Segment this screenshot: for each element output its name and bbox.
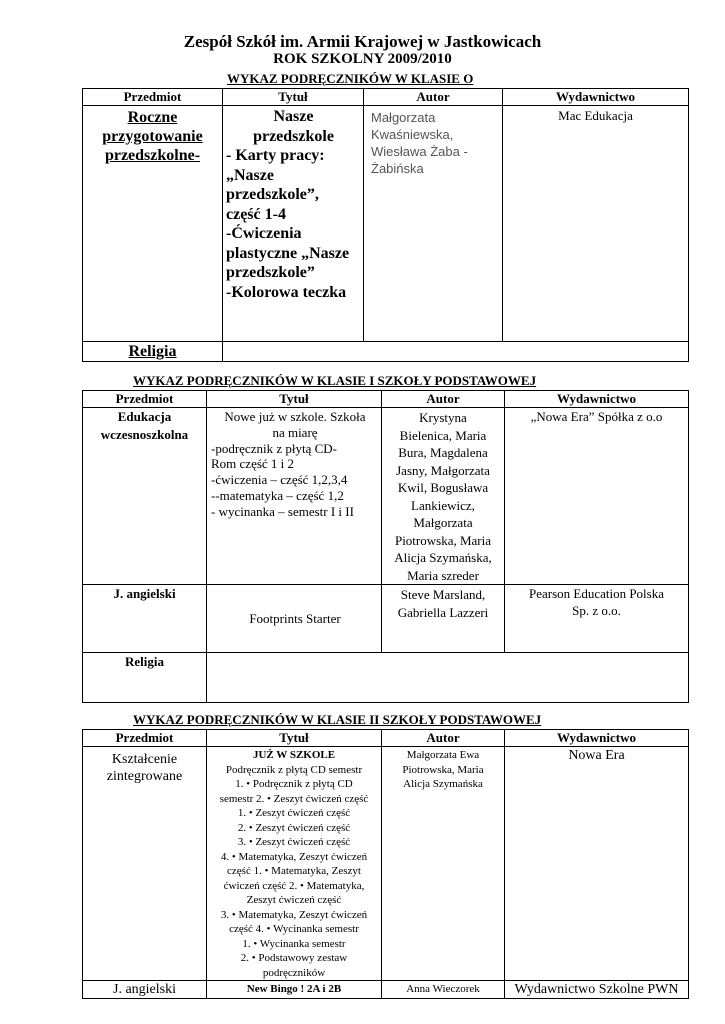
subject-cell: Roczne przygotowanie przedszkolne- [83, 106, 223, 342]
publisher-cell: Pearson Education Polska Sp. z o.o. [505, 585, 689, 653]
col-header-author: Autor [382, 730, 505, 747]
col-header-author: Autor [382, 391, 505, 408]
title-cell: New Bingo ! 2A i 2B [207, 981, 382, 999]
subject-cell: Edukacja wczesnoszkolna [83, 408, 207, 585]
table-row [83, 981, 689, 999]
col-header-author: Autor [364, 89, 503, 106]
section-heading-class-0: WYKAZ PODRĘCZNIKÓW W KLASIE O [227, 71, 474, 86]
title-cell: JUŻ W SZKOLE Podręcznik z płytą CD semestr 1. • Podręcznik z płytą CD semestr 2. • Zeszyt ćwiczeń część 1. • Zeszyt ćwiczeń część 2. • Zeszyt ćwiczeń część 3. • Zeszyt ćwiczeń część 4. • Matematyka, Zeszyt ćwiczeń część 1. • Matematyka, Zeszyt ćwiczeń część 2. • Matematyka, Zeszyt ćwiczeń część 3. • Matematyka, Zeszyt ćwiczeń część 4. • Wycinanka semestr 1. • Wycinanka semestr 2. • Podstawowy zestaw podręczników [207, 747, 382, 981]
col-header-title: Tytuł [223, 89, 364, 106]
subject-cell: J. angielski [83, 585, 207, 653]
school-year: ROK SZKOLNY 2009/2010 [273, 51, 452, 67]
table-row [83, 653, 689, 703]
subject-cell: Kształcenie zintegrowane [83, 747, 207, 981]
col-header-title: Tytuł [207, 391, 382, 408]
publisher-cell: Nowa Era [505, 747, 689, 981]
table-header-row [83, 730, 689, 747]
table-row [83, 106, 689, 342]
title-cell: Footprints Starter [207, 585, 382, 653]
author-cell: Małgorzata Kwaśniewska, Wiesława Żaba - Żabińska [364, 106, 503, 342]
author-cell: Małgorzata Ewa Piotrowska, Maria Alicja Szymańska [382, 747, 505, 981]
publisher-cell: „Nowa Era” Spółka z o.o [505, 408, 689, 585]
table-header-row [83, 391, 689, 408]
col-header-publisher: Wydawnictwo [505, 730, 689, 747]
title-cell: Nowe już w szkole. Szkoła na miarę -podręcznik z płytą CD- Rom część 1 i 2 -ćwiczenia – część 1,2,3,4 --matematyka – część 1,2 - wycinanka – semestr I i II [207, 408, 382, 585]
title-cell: Nasze przedszkole - Karty pracy: „Nasze przedszkole”, część 1-4 -Ćwiczenia plastyczne „Nasze przedszkole” -Kolorowa teczka [223, 106, 364, 342]
author-cell: Steve Marsland, Gabriella Lazzeri [382, 585, 505, 653]
col-header-publisher: Wydawnictwo [503, 89, 689, 106]
col-header-subject: Przedmiot [83, 391, 207, 408]
table-row [83, 342, 689, 362]
empty-cell [223, 342, 689, 362]
subject-cell: J. angielski [83, 981, 207, 999]
author-cell: Anna Wieczorek [382, 981, 505, 999]
subject-cell: Religia [83, 653, 207, 703]
col-header-title: Tytuł [207, 730, 382, 747]
textbook-table-class-2 [82, 729, 689, 999]
section-heading-class-2: WYKAZ PODRĘCZNIKÓW W KLASIE II SZKOŁY PODSTAWOWEJ [133, 712, 542, 727]
table-row [83, 585, 689, 653]
col-header-publisher: Wydawnictwo [505, 391, 689, 408]
empty-cell [207, 653, 689, 703]
table-header-row [83, 89, 689, 106]
publisher-cell: Wydawnictwo Szkolne PWN [505, 981, 689, 999]
publisher-cell: Mac Edukacja [503, 106, 689, 342]
textbook-table-class-1 [82, 390, 689, 703]
section-heading-class-1: WYKAZ PODRĘCZNIKÓW W KLASIE I SZKOŁY PODSTAWOWEJ [133, 373, 537, 388]
table-row [83, 747, 689, 981]
author-cell: Krystyna Bielenica, Maria Bura, Magdalena Jasny, Małgorzata Kwil, Bogusława Lankiewicz, Małgorzata Piotrowska, Maria Alicja Szymańska, Maria szreder [382, 408, 505, 585]
col-header-subject: Przedmiot [83, 89, 223, 106]
table-row [83, 408, 689, 585]
col-header-subject: Przedmiot [83, 730, 207, 747]
subject-cell: Religia [83, 342, 223, 362]
school-name: Zespół Szkół im. Armii Krajowej w Jastkowicach [183, 32, 542, 51]
textbook-table-class-0 [82, 88, 689, 362]
